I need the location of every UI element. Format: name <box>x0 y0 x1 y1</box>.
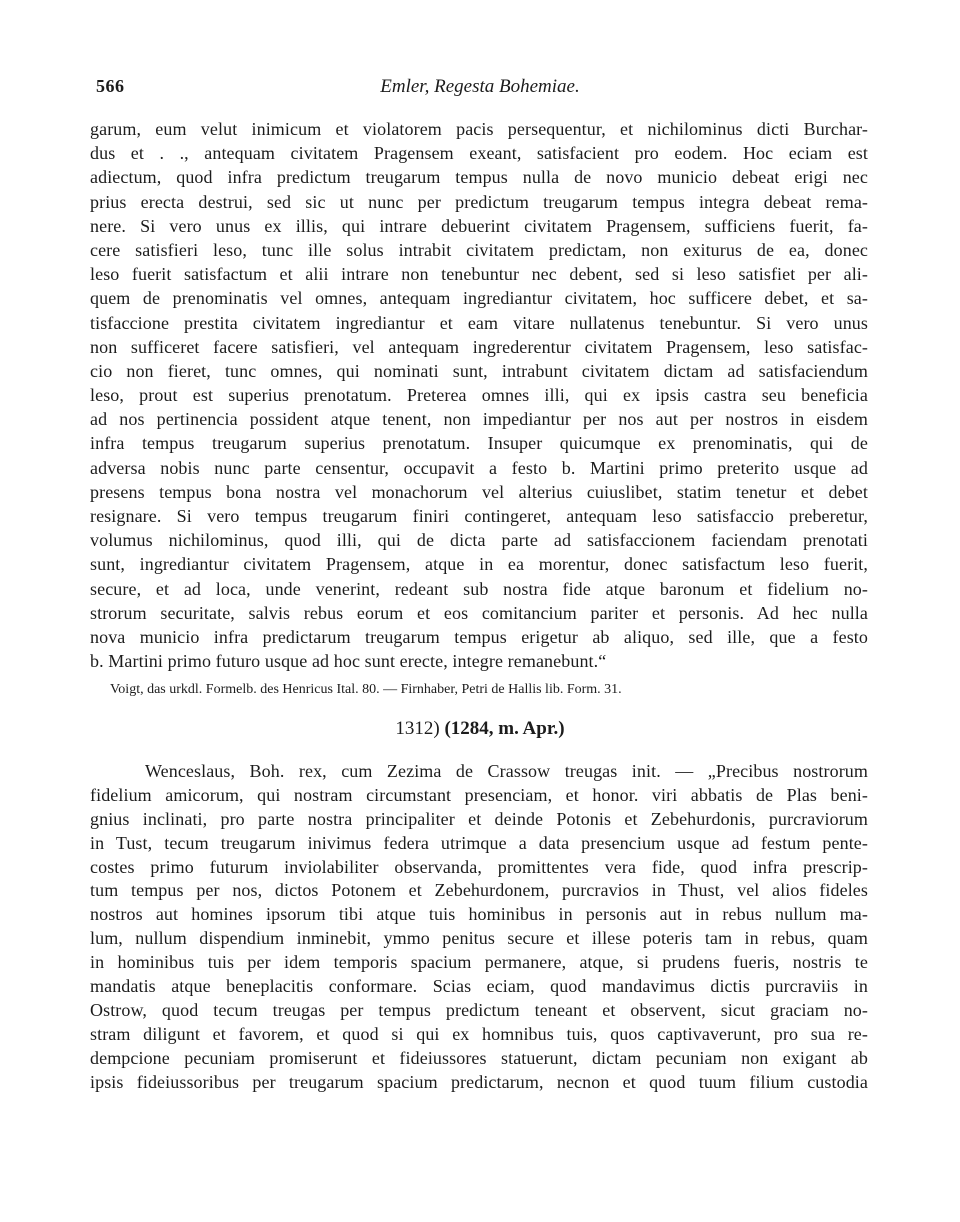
text-line: adversa nobis nunc parte censentur, occupavit a festo b. Martini primo preterito usque ad <box>90 457 868 478</box>
entry-heading <box>0 718 960 740</box>
text-line: ad nos pertinencia possident atque tenent, non impediantur per nos aut per nostros in eisdem <box>90 409 868 430</box>
text-line: volumus nichilominus, quod illi, qui de dicta parte ad satisfaccionem faciendam prenotati <box>90 530 868 551</box>
text-line: dempcione pecuniam promiserunt et fideiussores statuerunt, dictam pecuniam non exigant ab <box>90 1047 868 1068</box>
entry-date: (1284, m. Apr.) <box>444 718 565 739</box>
text-line: adiectum, quod infra predictum treugarum tempus nulla de novo municio debeat erigi nec <box>90 167 868 188</box>
text-line: Ostrow, quod tecum treugas per tempus predictum teneant et observent, sicut graciam no- <box>90 999 868 1020</box>
text-line: prius erecta destrui, sed sic ut nunc per predictum treugarum tempus integra debeat rema- <box>90 191 868 212</box>
page-number: 566 <box>96 76 125 96</box>
text-line: tisfaccione prestita civitatem ingrediantur et eam vitare nullatenus tenebuntur. Si vero unus <box>90 312 868 333</box>
text-line: cere satisfieri leso, tunc ille solus intrabit civitatem predictam, non exiturus de ea, donec <box>90 239 868 260</box>
text-line: quem de prenominatis vel omnes, antequam ingrediantur civitatem, hoc sufficere debet, et sa- <box>90 288 868 309</box>
text-line: ipsis fideiussoribus per treugarum spacium predictarum, necnon et quod tuum filium custodia <box>90 1071 868 1092</box>
text-line: Wenceslaus, Boh. rex, cum Zezima de Crassow treugas init. — „Precibus nostrorum <box>145 761 868 781</box>
text-line: stram diligunt et favorem, et quod si qui ex homnibus tuis, quos captivaverunt, pro sua re- <box>90 1023 868 1044</box>
text-block-continuation <box>90 117 868 673</box>
text-line: garum, eum velut inimicum et violatorem pacis persequentur, et nichilominus dicti Burchar- <box>90 119 868 139</box>
text-line: leso fuerit satisfactum et alii intrare non tenebuntur nec debent, sed si leso satisfiet per ali- <box>90 264 868 285</box>
text-line: non sufficeret facere satisfieri, vel antequam ingrederentur civitatem Pragensem, leso satisfac- <box>90 336 868 357</box>
text-line: presens tempus bona nostra vel monachorum vel alterius cuiuslibet, statim tenetur et debet <box>90 481 868 502</box>
text-line: nostros aut homines ipsorum tibi atque tuis hominibus in personis aut in rebus nullum ma- <box>90 904 868 925</box>
text-line: in Tust, tecum treugarum inivimus federa utrimque a data presencium usque ad festum pente- <box>90 832 868 853</box>
text-line: gnius inclinati, pro parte nostra principaliter et deinde Potonis et Zebehurdonis, purcraviorum <box>90 808 868 829</box>
text-line: resignare. Si vero tempus treugarum finiri contingeret, antequam leso satisfaccio preberetur, <box>90 506 868 526</box>
text-line: leso, prout est superius prenotatum. Preterea omnes illi, qui ex ipsis castra seu beneficia <box>90 385 868 406</box>
text-line: mandatis atque beneplacitis conformare. Scias eciam, quod mandavimus dictis purcraviis in <box>90 976 868 997</box>
running-title: Emler, Regesta Bohemiae. <box>380 76 580 97</box>
text-line: secure, et ad loca, unde venerint, redeant sub nostra fide atque baronum et fidelium no- <box>90 578 868 599</box>
source-footnote: Voigt, das urkdl. Formelb. des Henricus Ital. 80. — Firnhaber, Petri de Hallis lib. Form. 31. <box>110 682 622 697</box>
text-line: cio non fieret, tunc omnes, qui nominati sunt, intrabunt civitatem dictam ad satisfaciendum <box>90 360 868 381</box>
text-line: strorum securitate, salvis rebus eorum et eos comitancium pariter et personis. Ad hec nulla <box>90 602 868 623</box>
entry-number: 1312) <box>395 718 440 739</box>
text-line: costes primo futurum inviolabiliter observanda, promittentes vera fide, quod infra prescrip- <box>90 856 868 877</box>
text-block-entry <box>90 760 868 1094</box>
text-line: sunt, ingrediantur civitatem Pragensem, atque in ea morentur, donec satisfactum leso fuerit, <box>90 554 868 575</box>
text-line: in hominibus tuis per idem temporis spacium permanere, atque, si prudens fueris, nostris te <box>90 952 868 973</box>
text-line: nere. Si vero unus ex illis, qui intrare debuerint civitatem Pragensem, sufficiens fuerit, fa- <box>90 215 868 236</box>
text-line: dus et . ., antequam civitatem Pragensem exeant, satisfacient pro eodem. Hoc eciam est <box>90 143 868 164</box>
text-line: tum tempus per nos, dictos Potonem et Zebehurdonem, purcravios in Thust, vel alios fideles <box>90 880 868 901</box>
text-line: nova municio infra predictarum treugarum tempus erigetur ab aliquo, sed ille, que a festo <box>90 626 868 647</box>
text-line: lum, nullum dispendium inminebit, ymmo penitus secure et illese poteris tam in rebus, quam <box>90 928 868 949</box>
text-line: b. Martini primo futuro usque ad hoc sunt erecte, integre remanebunt.“ <box>90 651 607 672</box>
text-line: fidelium amicorum, qui nostram circumstant presenciam, et honor. viri abbatis de Plas beni- <box>90 784 868 805</box>
text-line: infra tempus treugarum superius prenotatum. Insuper quicumque ex prenominatis, qui de <box>90 433 868 454</box>
